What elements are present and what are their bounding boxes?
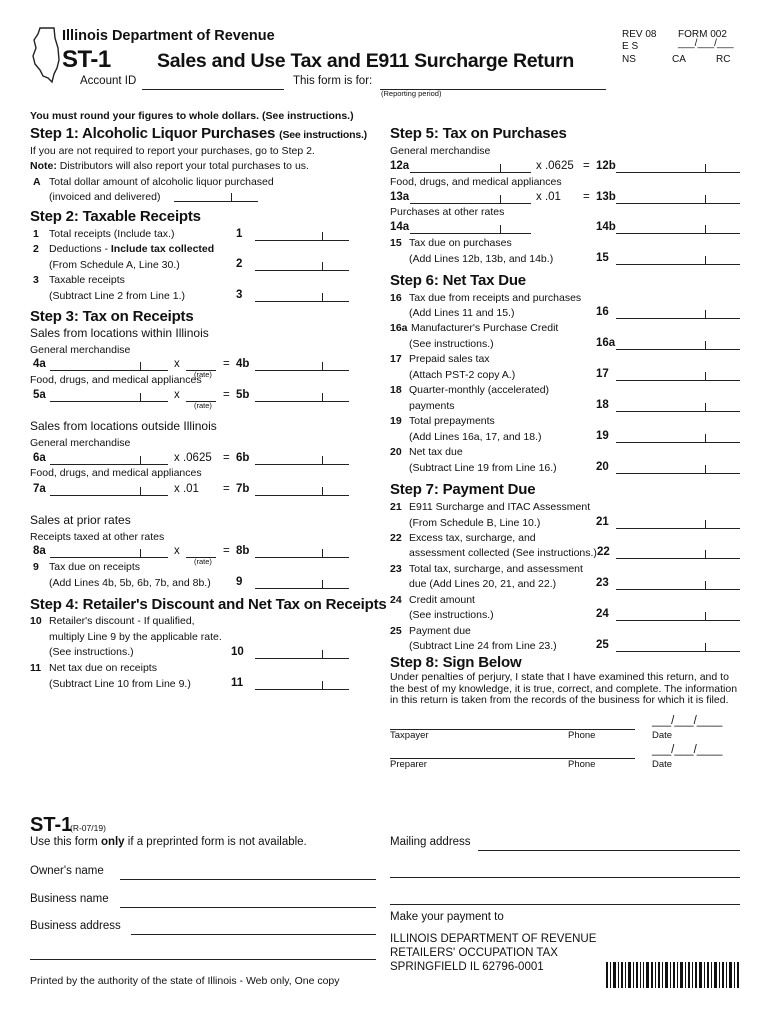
taxpayer-label: Taxpayer bbox=[390, 730, 429, 741]
line1-num: 1 bbox=[236, 228, 243, 240]
printed-note: Printed by the authority of the state of Illinois - Web only, One copy bbox=[30, 975, 340, 987]
line2-text: Deductions - Include tax collected bbox=[49, 243, 215, 255]
line3-text: Taxable receipts bbox=[49, 274, 125, 286]
line13a-num: 13a bbox=[390, 191, 410, 203]
line9-text: Tax due on receipts bbox=[49, 561, 141, 573]
taxpayer-phone-label: Phone bbox=[568, 730, 596, 741]
line14b-num: 14b bbox=[596, 221, 616, 233]
line25-input[interactable] bbox=[616, 638, 740, 652]
line15-text2: (Add Lines 12b, 13b, and 14b.) bbox=[409, 253, 554, 265]
taxpayer-signature-input[interactable] bbox=[390, 716, 635, 730]
line21-text: E911 Surcharge and ITAC Assessment bbox=[409, 501, 591, 513]
step5-title: Step 5: Tax on Purchases bbox=[390, 125, 567, 142]
line17-num: 17 bbox=[596, 368, 609, 380]
use-note: Use this form only if a preprinted form is not available. bbox=[30, 836, 307, 848]
line23-text2: due (Add Lines 20, 21, and 22.) bbox=[409, 578, 557, 590]
line6a-num: 6a bbox=[33, 452, 46, 464]
line15-input[interactable] bbox=[616, 251, 740, 265]
line10-text: Retailer's discount - If qualified, bbox=[49, 615, 195, 627]
line18-text2: payments bbox=[409, 400, 455, 412]
round-note: You must round your figures to whole dollars. (See instructions.) bbox=[30, 110, 354, 122]
payee-line2: RETAILERS' OCCUPATION TAX bbox=[390, 947, 558, 959]
line13b-num: 13b bbox=[596, 191, 616, 203]
line16-input[interactable] bbox=[616, 305, 740, 319]
line9-input[interactable] bbox=[255, 575, 349, 589]
line5a-input[interactable] bbox=[50, 388, 168, 402]
step2-title: Step 2: Taxable Receipts bbox=[30, 208, 201, 225]
reporting-period-input[interactable] bbox=[380, 76, 606, 90]
step5-food-label: Food, drugs, and medical appliances bbox=[390, 176, 562, 188]
line10-num: 10 bbox=[231, 646, 244, 658]
form-for-label: This form is for: bbox=[293, 75, 373, 87]
line2-num: 2 bbox=[236, 258, 243, 270]
business-address-input[interactable] bbox=[131, 921, 376, 935]
line17-text: Prepaid sales tax bbox=[409, 353, 490, 365]
line6b-input[interactable] bbox=[255, 451, 349, 465]
food-label-2: Food, drugs, and medical appliances bbox=[30, 467, 202, 479]
line23-text: Total tax, surcharge, and assessment bbox=[409, 563, 583, 575]
line14a-num: 14a bbox=[390, 221, 410, 233]
ns-code: NS bbox=[622, 54, 636, 65]
taxpayer-date-label: Date bbox=[652, 730, 673, 741]
line19-input[interactable] bbox=[616, 429, 740, 443]
step1-note: Note: Distributors will also report your total purchases to us. bbox=[30, 160, 309, 172]
line24-text2: (See instructions.) bbox=[409, 609, 494, 621]
illinois-state-outline-icon bbox=[30, 26, 62, 84]
perjury-statement: Under penalties of perjury, I state that I have examined this return, and to the best of my knowledge, it is true, correct, and complete. The information in this return is taken from the records of the business for which it is filed. bbox=[390, 671, 738, 706]
line4-rate-input[interactable] bbox=[186, 357, 216, 371]
owner-name-input[interactable] bbox=[120, 866, 376, 880]
outside-label: Sales from locations outside Illinois bbox=[30, 419, 217, 433]
line21-num: 21 bbox=[596, 516, 609, 528]
line22-text2: assessment collected (See instructions.) bbox=[409, 547, 597, 559]
line14a-input[interactable] bbox=[410, 220, 531, 234]
payee-line3: SPRINGFIELD IL 62796-0001 bbox=[390, 961, 544, 973]
line22-input[interactable] bbox=[616, 545, 740, 559]
line1-text: Total receipts (Include tax.) bbox=[49, 228, 175, 240]
line23-num: 23 bbox=[596, 577, 609, 589]
mailing-address-line3-input[interactable] bbox=[390, 891, 740, 905]
line24-text: Credit amount bbox=[409, 594, 475, 606]
line5b-input[interactable] bbox=[255, 388, 349, 402]
barcode-icon bbox=[606, 962, 740, 988]
line10-input[interactable] bbox=[255, 645, 349, 659]
line16-text2: (Add Lines 11 and 15.) bbox=[409, 307, 515, 319]
line16-text: Tax due from receipts and purchases bbox=[409, 292, 582, 304]
line3-num: 3 bbox=[236, 289, 243, 301]
line21-text2: (From Schedule B, Line 10.) bbox=[409, 517, 541, 529]
line21-input[interactable] bbox=[616, 515, 740, 529]
cents-divider bbox=[231, 193, 232, 201]
line7a-num: 7a bbox=[33, 483, 46, 495]
step5-other-label: Purchases at other rates bbox=[390, 206, 505, 218]
line16a-num: 16a bbox=[596, 337, 616, 349]
line18-num: 18 bbox=[596, 399, 609, 411]
business-label: Business name bbox=[30, 893, 109, 905]
line-a-label: A bbox=[33, 176, 41, 188]
line23-input[interactable] bbox=[616, 576, 740, 590]
line15-num: 15 bbox=[596, 252, 609, 264]
footer-rev: (R-07/19) bbox=[70, 823, 106, 833]
line7b-input[interactable] bbox=[255, 482, 349, 496]
line11-num: 11 bbox=[231, 677, 244, 689]
line4b-num: 4b bbox=[236, 358, 250, 370]
line22-num: 22 bbox=[597, 546, 610, 558]
line4b-input[interactable] bbox=[255, 357, 349, 371]
line17-input[interactable] bbox=[616, 367, 740, 381]
line9-text2: (Add Lines 4b, 5b, 6b, 7b, and 8b.) bbox=[49, 577, 211, 589]
line-a-text: Total dollar amount of alcoholic liquor purchased bbox=[49, 176, 274, 188]
payee-line1: ILLINOIS DEPARTMENT OF REVENUE bbox=[390, 933, 597, 945]
line5a-num: 5a bbox=[33, 389, 46, 401]
preparer-phone-label: Phone bbox=[568, 759, 596, 770]
line8b-input[interactable] bbox=[255, 544, 349, 558]
line20-num: 20 bbox=[596, 461, 609, 473]
line10-text3: (See instructions.) bbox=[49, 646, 134, 658]
preparer-label: Preparer bbox=[390, 759, 427, 770]
line19-text: Total prepayments bbox=[409, 415, 495, 427]
line12b-input[interactable] bbox=[616, 159, 740, 173]
form-title: Sales and Use Tax and E911 Surcharge Return bbox=[157, 50, 574, 72]
line11-input[interactable] bbox=[255, 676, 349, 690]
line4a-num: 4a bbox=[33, 358, 46, 370]
line7b-num: 7b bbox=[236, 483, 250, 495]
line20-text: Net tax due bbox=[409, 446, 463, 458]
step7-title: Step 7: Payment Due bbox=[390, 481, 536, 498]
rev-code: REV 08 bbox=[622, 29, 657, 40]
agency-name: Illinois Department of Revenue bbox=[62, 28, 275, 44]
line1-input[interactable] bbox=[255, 227, 349, 241]
line12b-num: 12b bbox=[596, 160, 616, 172]
reporting-period-caption: (Reporting period) bbox=[381, 89, 442, 98]
step1-text: If you are not required to report your purchases, go to Step 2. bbox=[30, 145, 315, 157]
line7a-input[interactable] bbox=[50, 482, 168, 496]
line25-num: 25 bbox=[596, 639, 609, 651]
preparer-signature-input[interactable] bbox=[390, 745, 635, 759]
taxpayer-date-input[interactable]: ___/___/____ bbox=[652, 715, 723, 727]
within-label: Sales from locations within Illinois bbox=[30, 326, 209, 340]
step5-general-label: General merchandise bbox=[390, 145, 491, 157]
line2-input[interactable] bbox=[255, 257, 349, 271]
es-code: E S bbox=[622, 41, 639, 52]
line6a-input[interactable] bbox=[50, 451, 168, 465]
ca-code: CA bbox=[672, 54, 686, 65]
line18-text: Quarter-monthly (accelerated) bbox=[409, 384, 550, 396]
line8a-input[interactable] bbox=[50, 544, 168, 558]
prior-rates-sub: Receipts taxed at other rates bbox=[30, 531, 165, 543]
step4-title: Step 4: Retailer's Discount and Net Tax on Receipts bbox=[30, 596, 387, 613]
line20-input[interactable] bbox=[616, 460, 740, 474]
line24-num: 24 bbox=[596, 608, 609, 620]
line12a-input[interactable] bbox=[410, 159, 531, 173]
line25-text2: (Subtract Line 24 from Line 23.) bbox=[409, 640, 557, 652]
line16-num: 16 bbox=[596, 306, 609, 318]
mailing-address-input[interactable] bbox=[478, 837, 740, 851]
owner-label: Owner's name bbox=[30, 865, 104, 877]
line24-input[interactable] bbox=[616, 607, 740, 621]
preparer-date-input[interactable]: ___/___/____ bbox=[652, 744, 723, 756]
mailing-label: Mailing address bbox=[390, 836, 471, 848]
line8a-num: 8a bbox=[33, 545, 46, 557]
line3-text2: (Subtract Line 2 from Line 1.) bbox=[49, 290, 185, 302]
account-id-label: Account ID bbox=[80, 75, 137, 87]
food-label: Food, drugs, and medical appliances bbox=[30, 374, 202, 386]
line-a-input[interactable] bbox=[174, 188, 258, 202]
line2-text2: (From Schedule A, Line 30.) bbox=[49, 259, 180, 271]
line5-rate-input[interactable] bbox=[186, 388, 216, 402]
payment-to-label: Make your payment to bbox=[390, 911, 504, 923]
line8-rate-input[interactable] bbox=[186, 544, 216, 558]
line16a-input[interactable] bbox=[616, 336, 740, 350]
line11-text: Net tax due on receipts bbox=[49, 662, 157, 674]
line4a-input[interactable] bbox=[50, 357, 168, 371]
line17-text2: (Attach PST-2 copy A.) bbox=[409, 369, 516, 381]
address-label: Business address bbox=[30, 920, 121, 932]
business-address-line2-input[interactable] bbox=[30, 946, 376, 960]
form-code: ST-1 bbox=[62, 46, 111, 73]
line5b-num: 5b bbox=[236, 389, 250, 401]
line19-num: 19 bbox=[596, 430, 609, 442]
line3-input[interactable] bbox=[255, 288, 349, 302]
form-date-blank: ___/___/___ bbox=[678, 38, 734, 49]
step8-title: Step 8: Sign Below bbox=[390, 654, 522, 671]
line15-text: Tax due on purchases bbox=[409, 237, 512, 249]
line9-num: 9 bbox=[236, 576, 243, 588]
line18-input[interactable] bbox=[616, 398, 740, 412]
line22-text: Excess tax, surcharge, and bbox=[409, 532, 536, 544]
account-id-input[interactable] bbox=[142, 76, 284, 90]
general-merch-label: General merchandise bbox=[30, 344, 131, 356]
line14b-input[interactable] bbox=[616, 220, 740, 234]
line16a-text2: (See instructions.) bbox=[409, 338, 494, 350]
line11-text2: (Subtract Line 10 from Line 9.) bbox=[49, 678, 191, 690]
line8b-num: 8b bbox=[236, 545, 250, 557]
line12a-num: 12a bbox=[390, 160, 410, 172]
step6-title: Step 6: Net Tax Due bbox=[390, 272, 526, 289]
line10-text2: multiply Line 9 by the applicable rate. bbox=[49, 631, 222, 643]
general-merch-label-2: General merchandise bbox=[30, 437, 131, 449]
line25-text: Payment due bbox=[409, 625, 471, 637]
step3-title: Step 3: Tax on Receipts bbox=[30, 308, 194, 325]
mailing-address-line2-input[interactable] bbox=[390, 864, 740, 878]
line13a-input[interactable] bbox=[410, 190, 531, 204]
prior-rates-label: Sales at prior rates bbox=[30, 513, 131, 527]
footer-form-code: ST-1 bbox=[30, 814, 73, 836]
business-name-input[interactable] bbox=[120, 894, 376, 908]
preparer-date-label: Date bbox=[652, 759, 673, 770]
step1-title: Step 1: Alcoholic Liquor Purchases (See instructions.) bbox=[30, 125, 367, 142]
form-number: FORM 002 bbox=[678, 29, 727, 40]
line6b-num: 6b bbox=[236, 452, 250, 464]
line20-text2: (Subtract Line 19 from Line 16.) bbox=[409, 462, 557, 474]
line13b-input[interactable] bbox=[616, 190, 740, 204]
line-a-text2: (invoiced and delivered) bbox=[49, 191, 161, 203]
line19-text2: (Add Lines 16a, 17, and 18.) bbox=[409, 431, 542, 443]
rc-code: RC bbox=[716, 54, 731, 65]
line16a-text: Manufacturer's Purchase Credit bbox=[411, 322, 559, 334]
